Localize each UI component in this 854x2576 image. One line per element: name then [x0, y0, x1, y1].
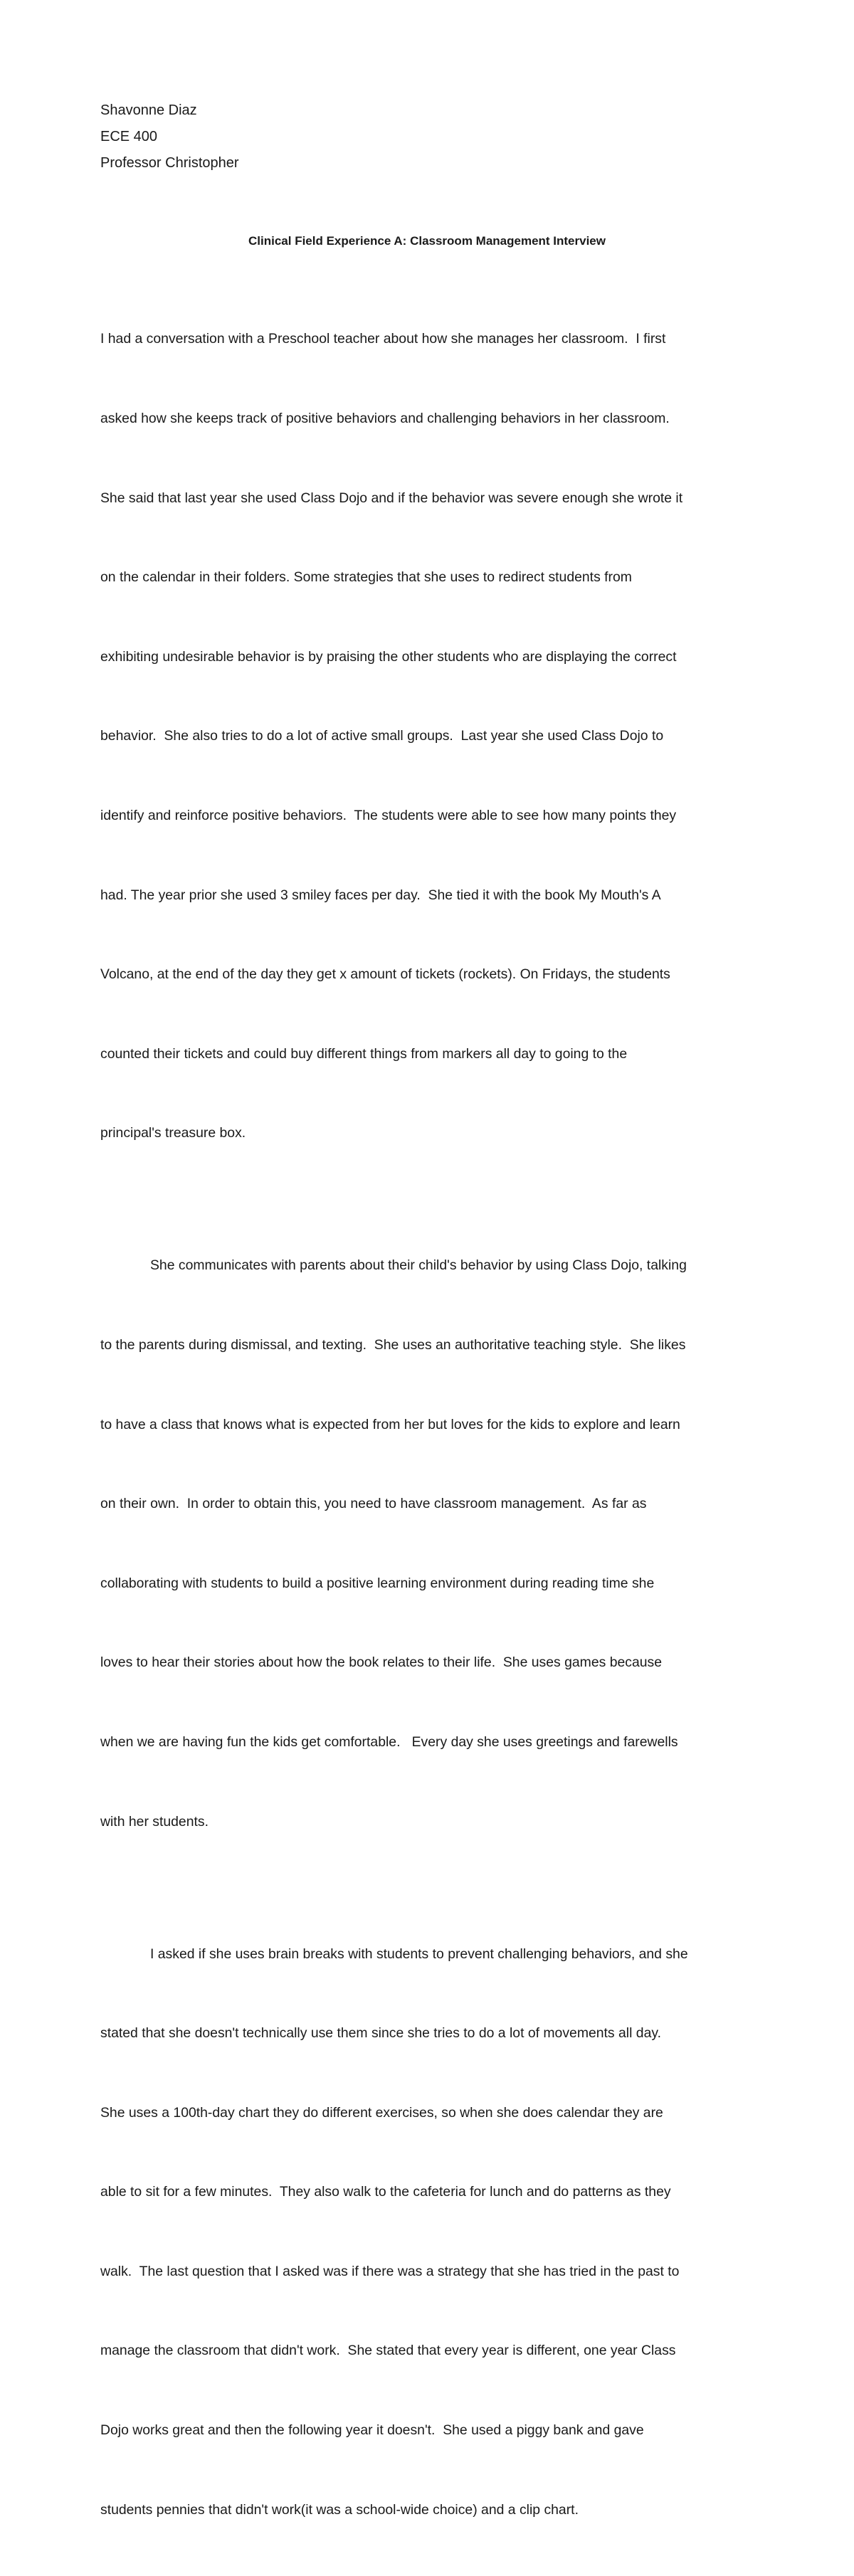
text-line: She uses a 100th-day chart they do different exercises, so when she does calendar they are [100, 2104, 663, 2121]
text-line: behavior. She also tries to do a lot of active small groups. Last year she used Class Dojo to [100, 728, 664, 744]
text-line: with her students. [100, 1813, 209, 1830]
text-line: on their own. In order to obtain this, you need to have classroom management. As far as [100, 1496, 647, 1512]
text-line: stated that she doesn't technically use them since she tries to do a lot of movements all day. [100, 2025, 662, 2042]
text-line: She said that last year she used Class Dojo and if the behavior was severe enough she wrote it [100, 490, 683, 506]
author-header [100, 97, 741, 176]
text-line: students pennies that didn't work(it was a school-wide choice) and a clip chart. [100, 2501, 579, 2518]
text-line: to have a class that knows what is expected from her but loves for the kids to explore and learn [100, 1416, 680, 1432]
professor-name: Professor Christopher [100, 155, 239, 171]
text-line: I had a conversation with a Preschool teacher about how she manages her classroom. I first [100, 331, 666, 347]
text-line: able to sit for a few minutes. They also walk to the cafeteria for lunch and do patterns as they [100, 2184, 671, 2200]
text-line: Dojo works great and then the following year it doesn't. She used a piggy bank and gave [100, 2422, 644, 2439]
text-line: asked how she keeps track of positive behaviors and challenging behaviors in her classroom. [100, 411, 670, 426]
text-line: exhibiting undesirable behavior is by praising the other students who are displaying the correct [100, 648, 677, 665]
text-line: She communicates with parents about their child's behavior by using Class Dojo, talking [150, 1257, 687, 1274]
paragraph-3 [100, 1888, 762, 2576]
document-title: Clinical Field Experience A: Classroom Management Interview [248, 234, 606, 248]
paragraph-2 [100, 1200, 762, 1888]
text-line: when we are having fun the kids get comfortable. Every day she uses greetings and farewells [100, 1733, 678, 1750]
course-code: ECE 400 [100, 129, 158, 144]
text-line: had. The year prior she used 3 smiley faces per day. She tied it with the book My Mouth's A [100, 887, 661, 903]
text-line: loves to hear their stories about how the book relates to their life. She uses games because [100, 1654, 663, 1671]
text-line: walk. The last question that I asked was if there was a strategy that she has tried in the past to [100, 2263, 680, 2279]
author-name: Shavonne Diaz [100, 102, 197, 118]
text-line: manage the classroom that didn't work. She stated that every year is different, one year Class [100, 2343, 676, 2359]
text-line: Volcano, at the end of the day they get x amount of tickets (rockets). On Fridays, the students [100, 966, 670, 983]
text-line: principal's treasure box. [100, 1125, 246, 1141]
paragraph-1 [100, 273, 762, 1200]
text-line: to the parents during dismissal, and texting. She uses an authoritative teaching style. She likes [100, 1336, 686, 1353]
text-line: on the calendar in their folders. Some strategies that she uses to redirect students from [100, 569, 632, 586]
text-line: I asked if she uses brain breaks with students to prevent challenging behaviors, and she [150, 1946, 688, 1962]
text-line: collaborating with students to build a positive learning environment during reading time she [100, 1575, 655, 1591]
text-line: counted their tickets and could buy different things from markers all day to going to the [100, 1045, 628, 1062]
document-body [100, 273, 762, 2576]
text-line: identify and reinforce positive behaviors. The students were able to see how many points they [100, 807, 677, 823]
